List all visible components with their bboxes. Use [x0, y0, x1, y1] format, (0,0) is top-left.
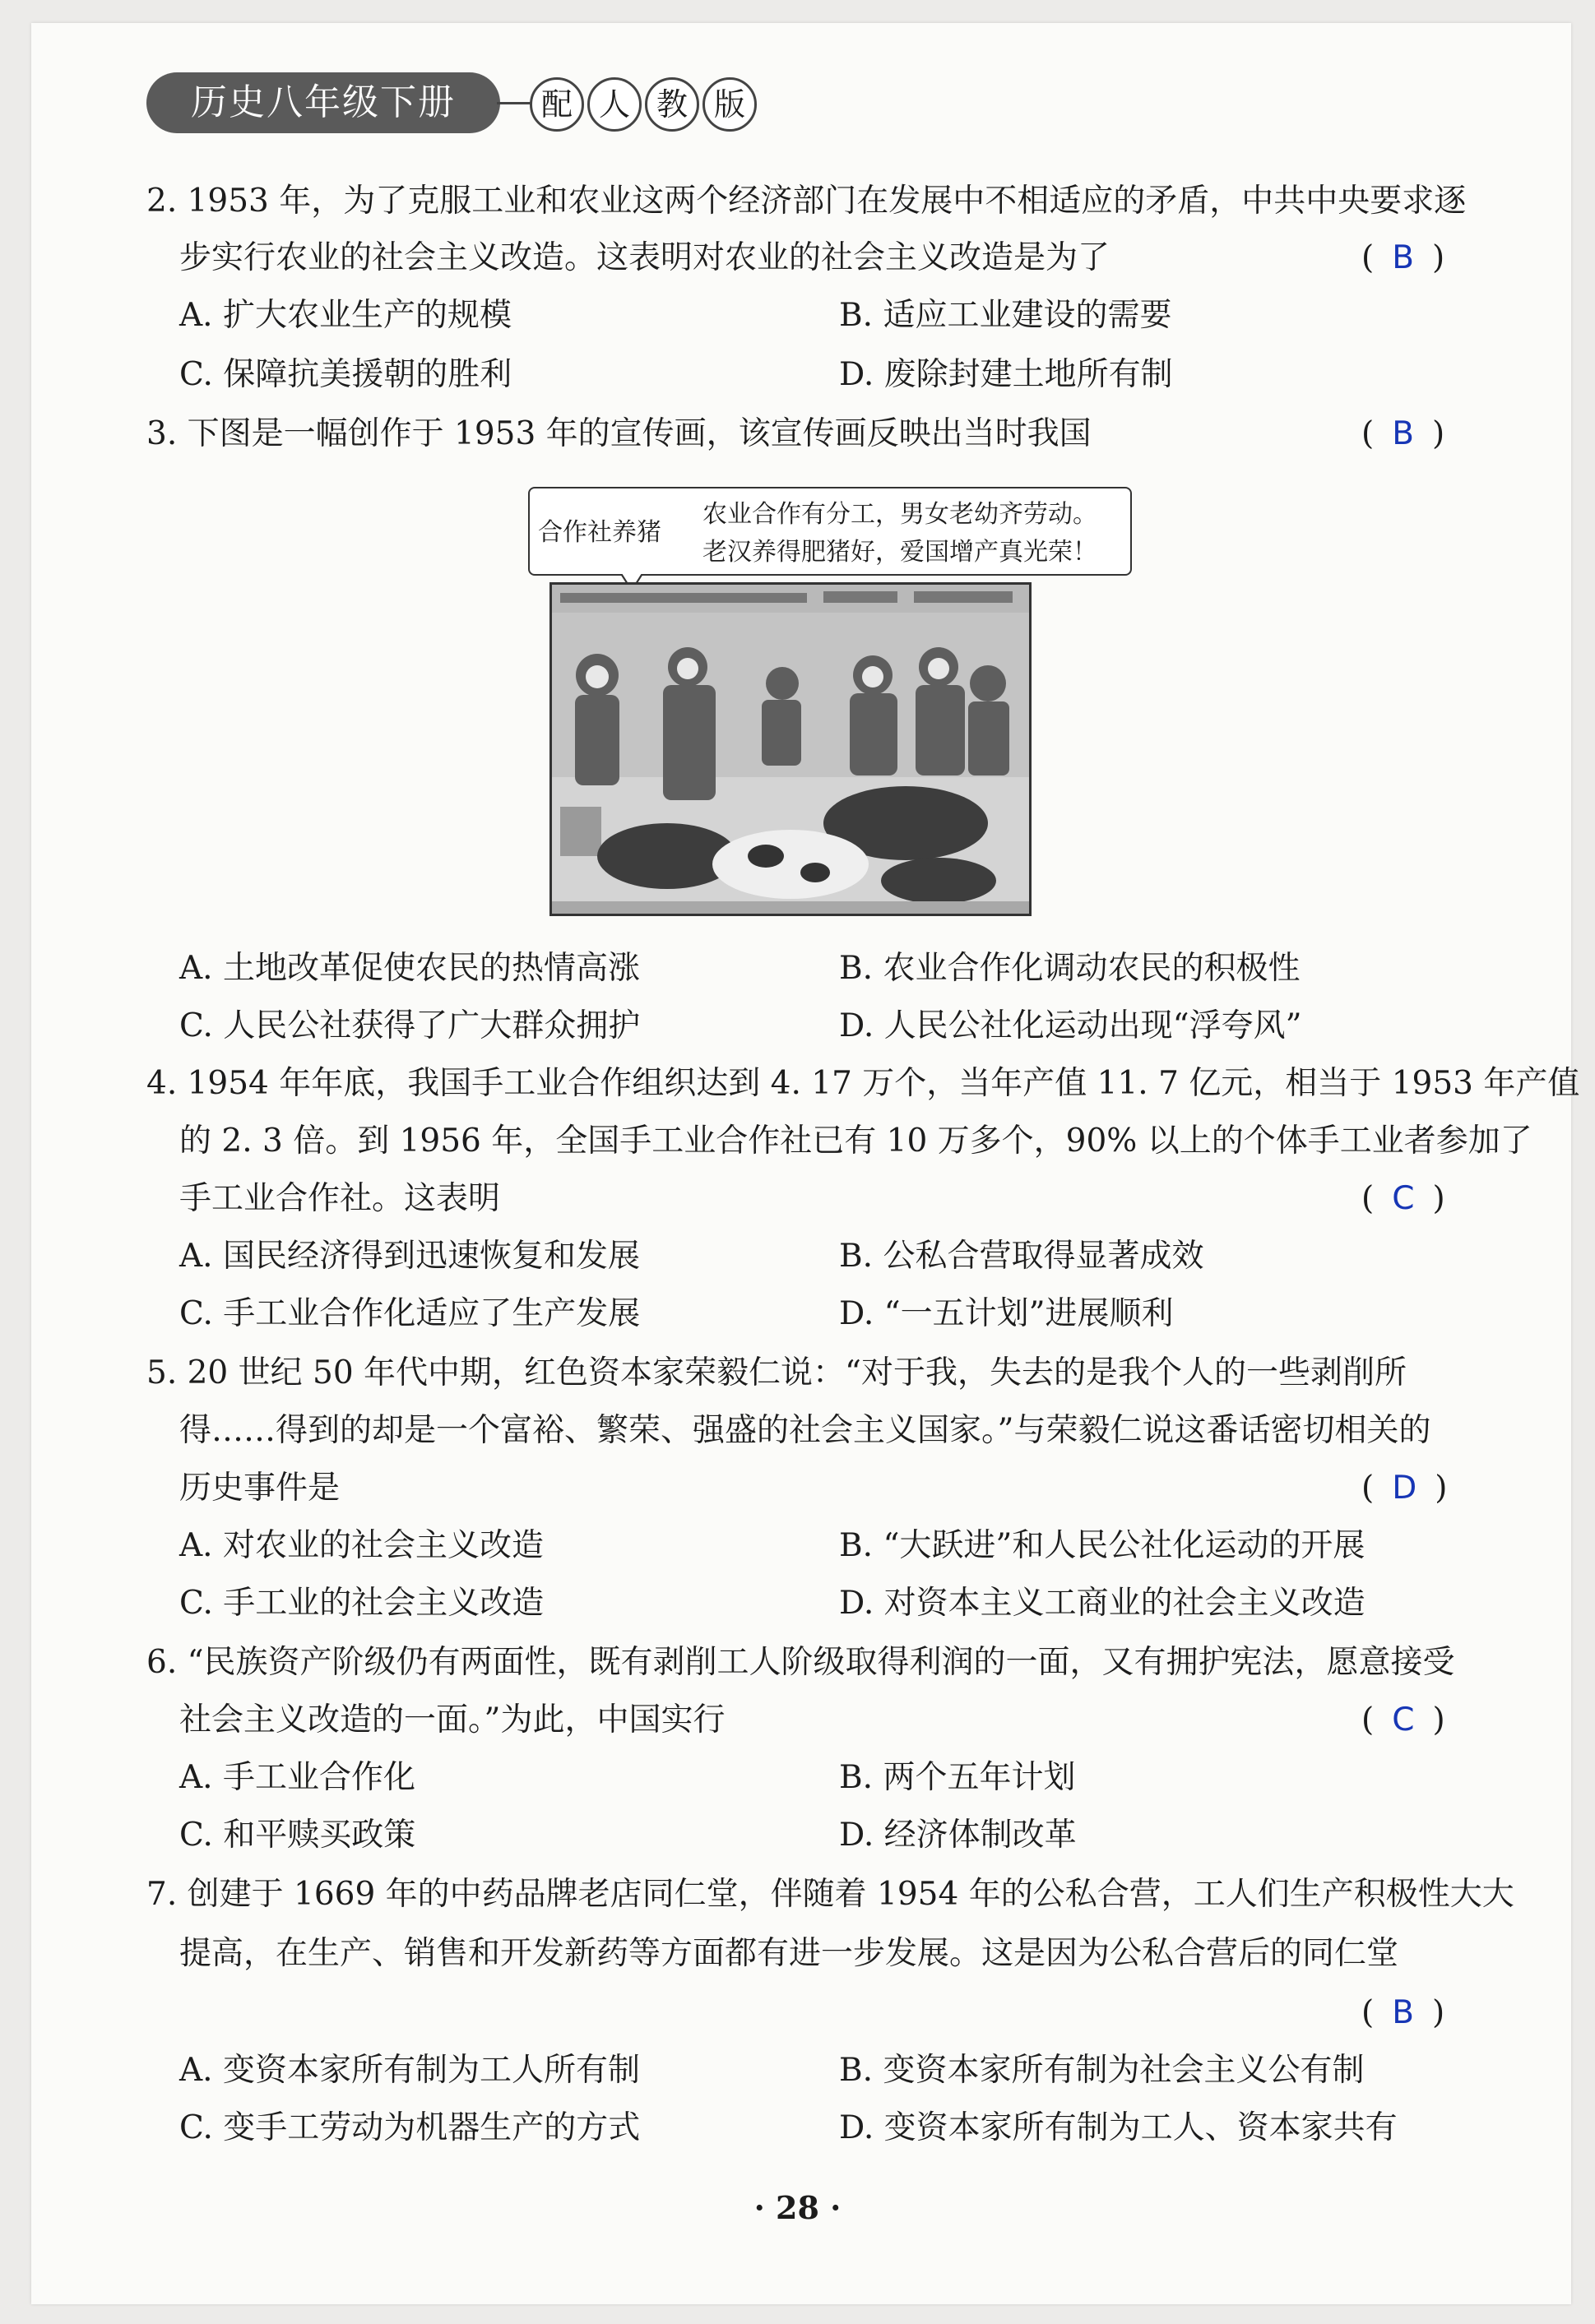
header-title: 历史八年级下册 — [146, 72, 500, 133]
poster-illustration — [552, 585, 1029, 914]
answer-letter: C — [1392, 1180, 1415, 1217]
option-b: B. 农业合作化调动农民的积极性 — [839, 950, 1301, 987]
answer-letter: C — [1392, 1701, 1415, 1738]
option-b: B. 公私合营取得显著成效 — [839, 1238, 1204, 1275]
edition-badge: 版 — [702, 77, 757, 132]
poster-caption-box — [528, 487, 1132, 576]
question-7-answer: ( B ) — [1361, 1994, 1445, 2031]
edition-badge: 教 — [645, 77, 699, 132]
question-5-text: 得……得到的却是一个富裕、繁荣、强盛的社会主义国家。”与荣毅仁说这番话密切相关的 — [179, 1412, 1431, 1449]
option-c: C. 手工业合作化适应了生产发展 — [179, 1295, 641, 1332]
poster-caption-title: 合作社养猪 — [538, 518, 661, 547]
answer-letter: B — [1392, 239, 1414, 276]
question-5-text: 5. 20 世纪 50 年代中期，红色资本家荣毅仁说：“对于我，失去的是我个人的一些剥削所 — [146, 1354, 1407, 1391]
option-c: C. 人民公社获得了广大群众拥护 — [179, 1007, 641, 1044]
question-6-answer: ( C ) — [1361, 1701, 1445, 1738]
option-d: D. 废除封建土地所有制 — [839, 356, 1173, 393]
option-d: D. “一五计划”进展顺利 — [839, 1295, 1174, 1332]
question-2-answer: ( B ) — [1361, 239, 1445, 276]
question-7-text: 提高，在生产、销售和开发新药等方面都有进一步发展。这是因为公私合营后的同仁堂 — [179, 1935, 1399, 1972]
option-d: D. 经济体制改革 — [839, 1817, 1077, 1854]
question-5-answer: ( D ) — [1361, 1470, 1448, 1507]
option-a: A. 土地改革促使农民的热情高涨 — [179, 950, 640, 987]
question-2-text: 2. 1953 年，为了克服工业和农业这两个经济部门在发展中不相适应的矛盾，中共中央要求逐 — [146, 183, 1467, 220]
question-7-text: 7. 创建于 1669 年的中药品牌老店同仁堂，伴随着 1954 年的公私合营，工人们生产积极性大大 — [146, 1876, 1514, 1913]
answer-letter: D — [1392, 1470, 1417, 1507]
question-6-text: 6. “民族资产阶级仍有两面性，既有剥削工人阶级取得利润的一面，又有拥护宪法，愿意接受 — [146, 1644, 1455, 1681]
option-a: A. 变资本家所有制为工人所有制 — [179, 2052, 640, 2089]
header-divider — [497, 102, 531, 104]
option-a: A. 扩大农业生产的规模 — [179, 297, 512, 334]
option-b: B. “大跃进”和人民公社化运动的开展 — [839, 1527, 1365, 1564]
question-3-answer: ( B ) — [1361, 415, 1445, 452]
option-a: A. 手工业合作化 — [179, 1759, 415, 1796]
propaganda-poster-image — [549, 582, 1032, 916]
question-5-text: 历史事件是 — [179, 1470, 341, 1507]
option-d: D. 变资本家所有制为工人、资本家共有 — [839, 2109, 1398, 2146]
question-6-text: 社会主义改造的一面。”为此，中国实行 — [179, 1701, 726, 1738]
question-2-text: 步实行农业的社会主义改造。这表明对农业的社会主义改造是为了 — [179, 239, 1110, 276]
edition-badge: 配 — [530, 77, 584, 132]
option-c: C. 手工业的社会主义改造 — [179, 1585, 545, 1622]
question-4-text: 4. 1954 年年底，我国手工业合作组织达到 4. 17 万个，当年产值 11. 7 亿元，相当于 1953 年产值 — [146, 1065, 1580, 1102]
answer-letter: B — [1392, 1994, 1414, 2031]
option-b: B. 两个五年计划 — [839, 1759, 1076, 1796]
question-4-text: 的 2. 3 倍。到 1956 年，全国手工业合作社已有 10 万多个，90% 以上的个体手工业者参加了 — [179, 1123, 1532, 1160]
option-a: A. 国民经济得到迅速恢复和发展 — [179, 1238, 640, 1275]
option-b: B. 适应工业建设的需要 — [839, 297, 1172, 334]
question-3-text: 3. 下图是一幅创作于 1953 年的宣传画，该宣传画反映出当时我国 — [146, 415, 1092, 452]
edition-badges — [530, 77, 757, 132]
option-a: A. 对农业的社会主义改造 — [179, 1527, 544, 1564]
option-c: C. 保障抗美援朝的胜利 — [179, 356, 512, 393]
option-c: C. 和平赎买政策 — [179, 1817, 416, 1854]
option-b: B. 变资本家所有制为社会主义公有制 — [839, 2052, 1365, 2089]
poster-caption-line: 老汉养得肥猪好，爱国增产真光荣！ — [702, 538, 1097, 567]
answer-letter: B — [1392, 415, 1414, 452]
question-4-answer: ( C ) — [1361, 1180, 1445, 1217]
edition-badge: 人 — [587, 77, 642, 132]
page-number: · 28 · — [753, 2189, 842, 2226]
option-d: D. 对资本主义工商业的社会主义改造 — [839, 1585, 1365, 1622]
option-c: C. 变手工劳动为机器生产的方式 — [179, 2109, 641, 2146]
poster-caption-line: 农业合作有分工，男女老幼齐劳动。 — [702, 500, 1097, 529]
option-d: D. 人民公社化运动出现“浮夸风” — [839, 1007, 1302, 1044]
question-4-text: 手工业合作社。这表明 — [179, 1180, 501, 1217]
